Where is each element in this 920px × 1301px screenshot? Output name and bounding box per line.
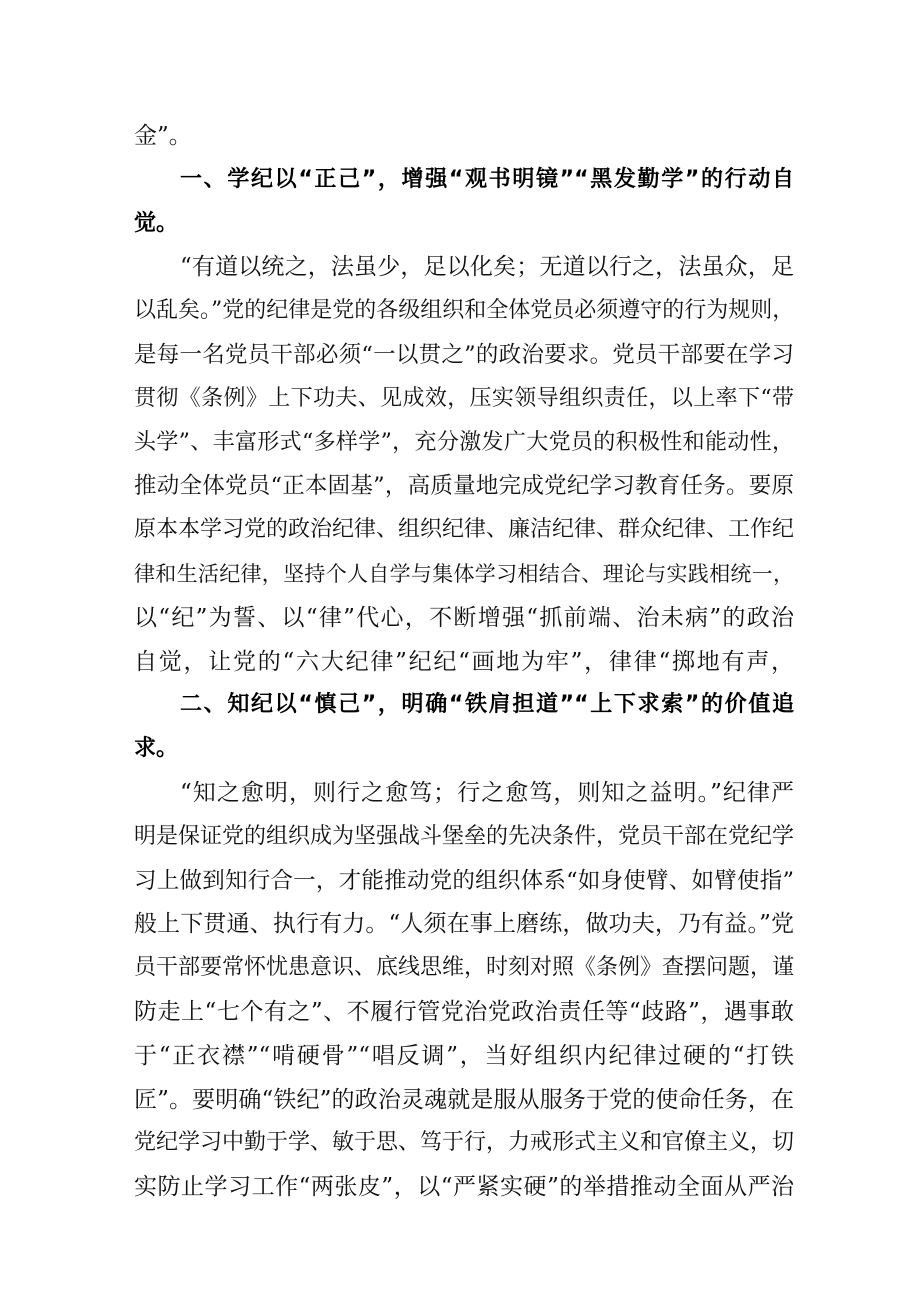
paragraph-line: 自觉，让党的“六大纪律”纪纪“画地为牢”，律律“掷地有声， <box>134 649 794 675</box>
paragraph-line: 明是保证党的组织成为坚强战斗堡垒的先决条件，党员干部在党纪学 <box>134 824 795 849</box>
paragraph-line: 头学”、丰富形式“多样学”，充分激发广大党员的积极性和能动性， <box>134 430 794 455</box>
paragraph-line: 匠”。要明确“铁纪”的政治灵魂就是服从服务于党的使命任务，在 <box>134 1087 794 1113</box>
section-heading-2: 二、知纪以“慎己”，明确“铁肩担道”“上下求索”的价值追 <box>180 692 794 717</box>
paragraph-line: 是每一名党员干部必须“一以贯之”的政治要求。党员干部要在学习 <box>134 342 794 368</box>
paragraph-line: 于“正衣襟”“啃硬骨”“唱反调”，当好组织内纪律过硬的“打铁 <box>134 1043 794 1069</box>
paragraph-line: “知之愈明，则行之愈笃；行之愈笃，则知之益明。”纪律严 <box>180 780 794 806</box>
paragraph-line: 员干部要常怀忧患意识、底线思维，时刻对照《条例》查摆问题，谨 <box>134 955 795 980</box>
section-heading-1-continued: 觉。 <box>134 211 179 236</box>
paragraph-line: 以“纪”为誓、以“律”代心，不断增强“抓前端、治未病”的政治 <box>134 605 794 631</box>
section-heading-2-continued: 求。 <box>134 736 179 761</box>
paragraph-line: 律和生活纪律，坚持个人自学与集体学习相结合、理论与实践相统一， <box>134 562 794 586</box>
paragraph-line: 以乱矣。”党的纪律是党的各级组织和全体党员必须遵守的行为规则， <box>134 298 795 323</box>
paragraph-line: 防走上“七个有之”、不履行管党治党政治责任等“歧路”，遇事敢 <box>134 999 794 1025</box>
paragraph-line: 金”。 <box>134 123 192 149</box>
paragraph-line: 习上做到知行合一，才能推动党的组织体系“如身使臂、如臂使指” <box>134 868 794 894</box>
paragraph-line: 党纪学习中勤于学、敏于思、笃于行，力戒形式主义和官僚主义，切 <box>134 1130 795 1155</box>
paragraph-line: 贯彻《条例》上下功夫、见成效，压实领导组织责任，以上率下“带 <box>134 386 794 411</box>
section-heading-1: 一、学纪以“正己”，增强“观书明镜”“黑发勤学”的行动自 <box>180 167 794 192</box>
paragraph-line: 推动全体党员“正本固基”，高质量地完成党纪学习教育任务。要原 <box>134 473 794 499</box>
paragraph-line: “有道以统之，法虽少，足以化矣；无道以行之，法虽众，足 <box>180 254 794 280</box>
paragraph-line: 实防止学习工作“两张皮”，以“严紧实硬”的举措推动全面从严治 <box>134 1174 794 1200</box>
paragraph-line: 原本本学习党的政治纪律、组织纪律、廉洁纪律、群众纪律、工作纪 <box>134 517 795 542</box>
paragraph-line: 般上下贯通、执行有力。“人须在事上磨练，做功夫，乃有益。”党 <box>134 911 794 937</box>
